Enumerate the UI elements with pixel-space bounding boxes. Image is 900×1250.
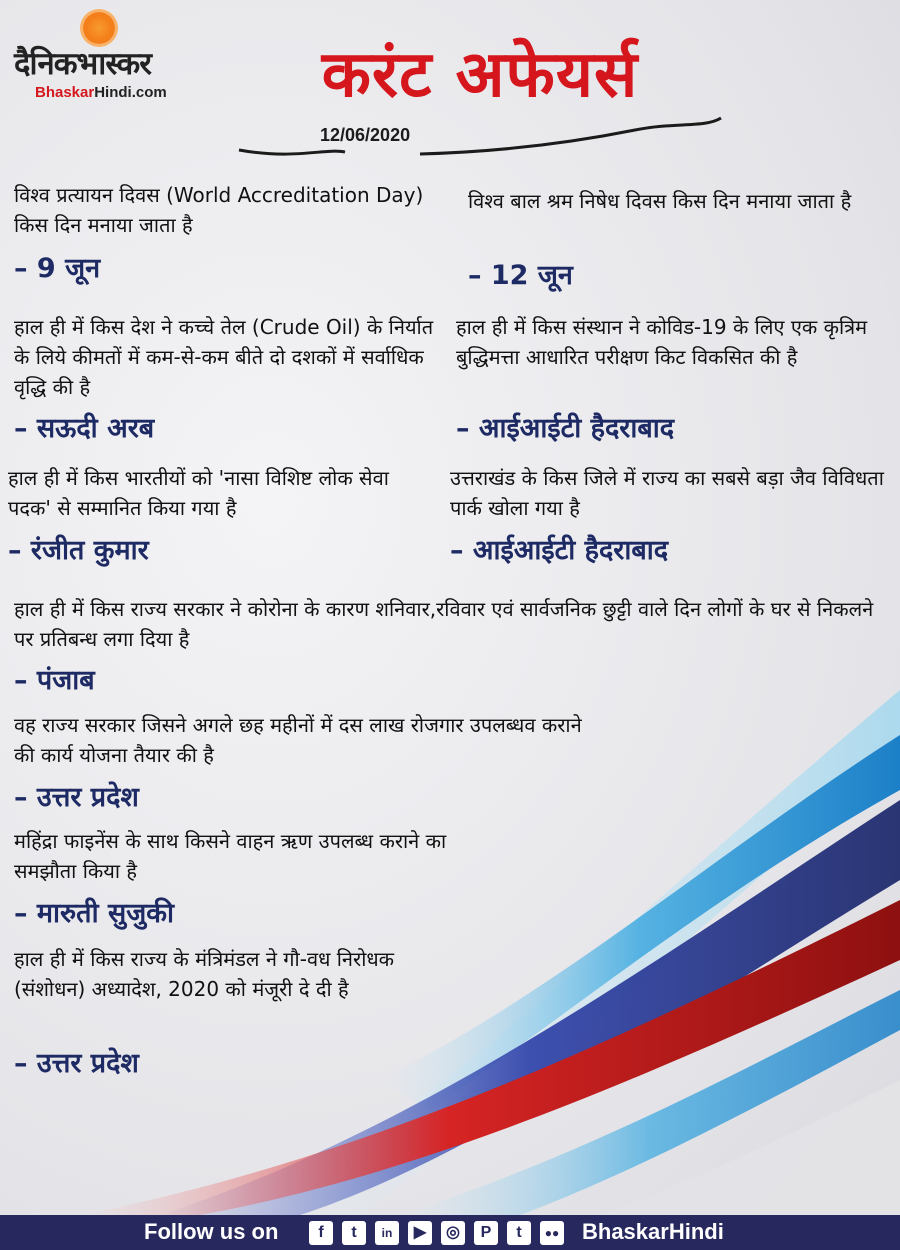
logo-site-prefix: Bhaskar	[35, 84, 95, 101]
question-2: विश्व बाल श्रम निषेध दिवस किस दिन मनाया जाता है	[468, 189, 852, 213]
date: 12/06/2020	[320, 125, 411, 145]
youtube-icon[interactable]: ▶	[408, 1221, 432, 1245]
question-9: महिंद्रा फाइनेंस के साथ किसने वाहन ऋण उपलब्ध कराने का समझौता किया है	[14, 829, 447, 883]
brand-handle: BhaskarHindi	[582, 1219, 724, 1244]
logo-site	[35, 84, 167, 101]
header	[0, 0, 900, 170]
footer	[0, 1215, 900, 1250]
sun-logo-icon	[83, 12, 115, 44]
logo-site-suffix: Hindi.com	[94, 84, 167, 101]
follow-label: Follow us on	[144, 1219, 279, 1244]
answer-6: – आईआईटी हैदराबाद	[450, 535, 669, 566]
question-5: हाल ही में किस भारतीयों को 'नासा विशिष्ट लोक सेवा पदक' से सम्मानित किया गया है	[8, 466, 389, 520]
linkedin-icon[interactable]: in	[375, 1221, 399, 1245]
question-7: हाल ही में किस राज्य सरकार ने कोरोना के कारण शनिवार,रविवार एवं सार्वजनिक छुट्टी वाले दिन लोगों के घर से निकलने पर प्रतिबन्ध लगा दिया है	[14, 597, 874, 651]
instagram-icon[interactable]: ◎	[441, 1221, 465, 1245]
pinterest-icon[interactable]: P	[474, 1221, 498, 1245]
answer-1: – 9 जून	[14, 253, 101, 284]
answer-10: – उत्तर प्रदेश	[14, 1048, 139, 1079]
question-3: हाल ही में किस देश ने कच्चे तेल (Crude Oil) के निर्यात के लिये कीमतों में कम-से-कम बीते दो दशकों में सर्वाधिक वृद्धि की है	[14, 315, 434, 399]
answer-8: – उत्तर प्रदेश	[14, 782, 139, 813]
question-4: हाल ही में किस संस्थान ने कोविड-19 के लिए एक कृत्रिम बुद्धिमत्ता आधारित परीक्षण किट विकसित की है	[456, 315, 868, 369]
answer-3: – सऊदी अरब	[14, 413, 155, 444]
answer-5: – रंजीत कुमार	[8, 535, 149, 566]
question-1: विश्व प्रत्यायन दिवस (World Accreditation Day) किस दिन मनाया जाता है	[14, 183, 424, 237]
facebook-icon[interactable]: f	[309, 1221, 333, 1245]
question-10: हाल ही में किस राज्य के मंत्रिमंडल ने गौ-वध निरोधक (संशोधन) अध्यादेश, 2020 को मंजूरी दे दी है	[14, 947, 395, 1001]
flickr-icon[interactable]: ●●	[540, 1221, 564, 1245]
answer-9: – मारुती सुजुकी	[14, 898, 174, 929]
question-6: उत्तराखंड के किस जिले में राज्य का सबसे बड़ा जैव विविधता पार्क खोला गया है	[450, 466, 884, 520]
question-8: वह राज्य सरकार जिसने अगले छह महीनों में दस लाख रोजगार उपलब्धव कराने की कार्य योजना तैयार की है	[14, 713, 582, 767]
page-title: करंट अफेयर्स	[321, 38, 639, 112]
answer-2: – 12 जून	[468, 260, 573, 291]
answer-7: – पंजाब	[14, 665, 95, 696]
twitter-icon[interactable]: t	[342, 1221, 366, 1245]
answer-4: – आईआईटी हैदराबाद	[456, 413, 675, 444]
logo-name: दैनिकभास्कर	[14, 46, 151, 82]
flourish-divider	[235, 112, 725, 160]
tumblr-icon[interactable]: t	[507, 1221, 531, 1245]
